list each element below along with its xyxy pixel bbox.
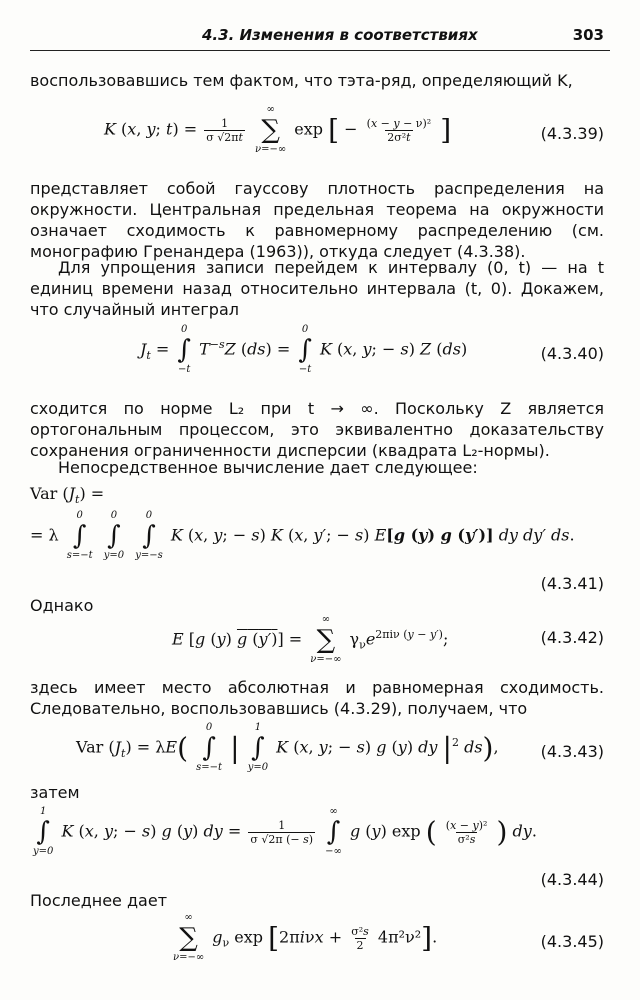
equation-label-4-3-39: (4.3.39) — [540, 124, 604, 143]
paragraph-2: представляет собой гауссову плотность распределения на окружности. Центральная предельная теорема на окружности означает сходимость к равномерному распределению (см. монографию Гренандера (1963)), откуда следует (4.3.38). — [30, 179, 604, 261]
equation-4-3-45: ∞ ∑ ν=−∞ $g_\nu$ exp [2πiνx + $\frac{\text{σ²s}}{2}$ 4π²ν²]. — [173, 912, 438, 963]
paragraph-8: затем — [30, 783, 80, 802]
page-header — [30, 24, 610, 51]
paragraph-5: Непосредственное вычисление дает следующее: — [58, 458, 478, 477]
equation-label-4-3-42: (4.3.42) — [540, 628, 604, 647]
running-title: 4.3. Изменения в соответствиях — [202, 26, 478, 44]
equation-label-4-3-40: (4.3.40) — [540, 344, 604, 363]
equation-4-3-42: E [g (y) g (y′)] = ∞ ∑ ν=−∞ $\gamma_\nu e^{2\pi i\nu (y - y')}$; — [172, 614, 449, 665]
equation-4-3-41-line-1: Var $(J_t)$ = — [30, 484, 105, 507]
paragraph-4: сходится по норме L₂ при t → ∞. Поскольку Z является ортогональным процессом, это эквивалентно доказательству сохранения ограниченности дисперсии (квадрата L₂-нормы). — [30, 399, 604, 460]
equation-4-3-41-line-2: = λ 0 ∫ s=−t 0 ∫ y=0 0 ∫ y=−s K (x, y; − s) K (x, y′; − s) E[g (y) g (y′)] dy dy′ ds. — [30, 510, 575, 561]
equation-4-3-40: $J_t$ = 0 ∫ −t $T^{-s}Z$ (ds) = 0 ∫ −t K (x, y; − s) Z (ds) — [140, 324, 468, 375]
paragraph-3: Для упрощения записи перейдем к интервалу (0, t) — на t единиц времени назад относительно интервала (t, 0). Докажем, что случайный интеграл — [30, 258, 604, 319]
paragraph-1: воспользовавшись тем фактом, что тэта-ряд, определяющий K, — [30, 71, 573, 90]
equation-label-4-3-41: (4.3.41) — [540, 574, 604, 593]
equation-label-4-3-43: (4.3.43) — [540, 742, 604, 761]
paragraph-9: Последнее дает — [30, 891, 168, 910]
paragraph-6: Однако — [30, 596, 94, 615]
equation-4-3-44: 1 ∫ y=0 K (x, y; − s) g (y) dy = $\frac{1}{\sigma √2\pi (- s)}$ ∞ ∫ −∞ g (y) exp ( $\frac{\text{(x − y)²}}{\text{σ²s}}$ ) dy. — [33, 806, 537, 857]
paragraph-7: здесь имеет место абсолютная и равномерная сходимость. Следовательно, воспользовавшись (4.3.29), получаем, что — [30, 678, 604, 718]
equation-label-4-3-45: (4.3.45) — [540, 932, 604, 951]
equation-label-4-3-44: (4.3.44) — [540, 870, 604, 889]
page-number: 303 — [572, 26, 604, 44]
equation-4-3-43: Var $(J_t) = \lambda E$( 0 ∫ s=−t | 1 ∫ y=0 K (x, y; − s) g (y) dy $|^2$ ds), — [76, 722, 499, 773]
equation-4-3-39: K (x, y; t) = $\frac{1}{\sigma √2\pi t}$ ∞ ∑ ν=−∞ exp [ − $\frac{\text{(x − y − ν)²}}{\text{2σ²t}}$ ] — [104, 104, 452, 155]
